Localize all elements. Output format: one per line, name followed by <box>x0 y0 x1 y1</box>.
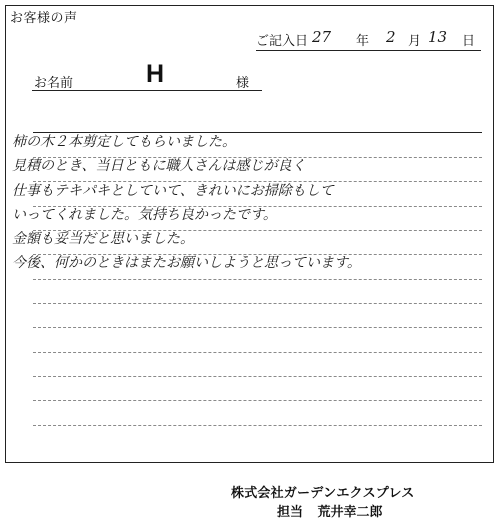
date-month-unit: 月 <box>408 34 422 49</box>
form-heading: お客様の声 <box>10 11 78 26</box>
entry-date <box>256 28 481 51</box>
ruled-line <box>33 352 482 353</box>
ruled-line <box>33 327 482 328</box>
comment-line: 見積のとき、当日ともに職人さんは感じが良く <box>12 158 306 175</box>
comment-line: 金額も妥当だと思いました。 <box>12 231 194 248</box>
date-year-unit: 年 <box>356 34 370 49</box>
customer-comment <box>12 130 482 276</box>
name-label: お名前 <box>34 76 74 91</box>
date-day-unit: 日 <box>462 34 476 49</box>
comment-line: 今後、何かのときはまたお願いしようと思っています。 <box>12 255 361 272</box>
staff-role: 担当 <box>277 505 304 520</box>
comment-line: 仕事もテキパキとしていて、きれいにお掃除もして <box>12 182 334 199</box>
date-month: 2 <box>386 28 396 46</box>
date-prefix: ご記入日 <box>256 34 309 49</box>
staff-line <box>277 501 393 520</box>
comment-line: いってくれました。気持ち良かったです。 <box>12 206 277 223</box>
customer-name-value: H <box>146 60 165 88</box>
ruled-line <box>33 376 482 377</box>
customer-name-row <box>32 62 262 91</box>
ruled-line <box>33 279 482 280</box>
staff-name: 荒井幸二郎 <box>317 505 383 520</box>
comment-line: 柿の木２本剪定してもらいました。 <box>12 134 236 150</box>
ruled-line <box>33 303 482 304</box>
ruled-line <box>33 425 482 426</box>
company-name: 株式会社ガーデンエクスプレス <box>231 486 415 501</box>
ruled-line <box>33 400 482 401</box>
name-honorific: 様 <box>236 76 250 91</box>
date-day: 13 <box>428 28 448 46</box>
date-year: 27 <box>312 28 332 46</box>
